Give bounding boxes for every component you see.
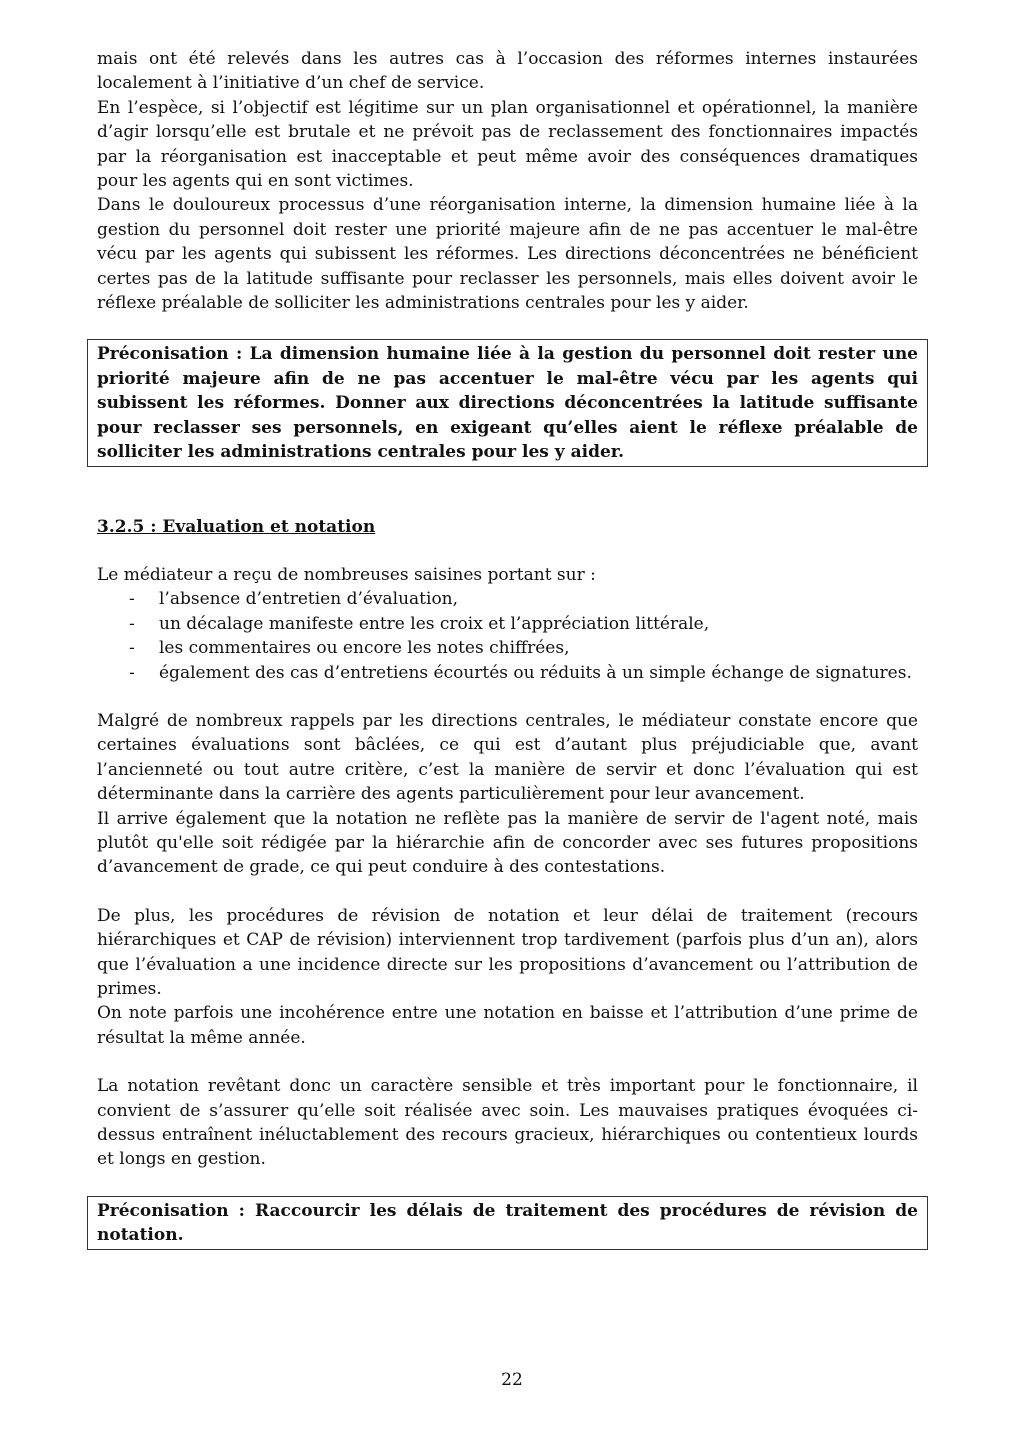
spacer xyxy=(97,1050,918,1074)
recommendation-text: Préconisation : Raccourcir les délais de traitement des procédures de révision de notation. xyxy=(97,1200,918,1246)
spacer xyxy=(97,491,918,515)
recommendation-box xyxy=(87,1196,928,1250)
paragraph: En l’espèce, si l’objectif est légitime sur un plan organisationnel et opérationnel, la manière d’agir lorsqu’elle est brutale et ne prévoit pas de reclassement des fonctionnaires impactés par la réorganisation est inacceptable et peut même avoir des conséquences dramatiques pour les agents qui en sont victimes. xyxy=(97,97,918,192)
list-marker: - xyxy=(129,589,135,610)
list-intro: Le médiateur a reçu de nombreuses saisines portant sur : xyxy=(97,564,596,585)
spacer xyxy=(97,539,918,563)
list-item xyxy=(97,636,918,660)
list-marker: - xyxy=(129,662,135,683)
paragraph: De plus, les procédures de révision de notation et leur délai de traitement (recours hiérarchiques et CAP de révision) interviennent trop tardivement (parfois plus d’un an), alors que l’évaluation a une incidence directe sur les propositions d’avancement ou l’attribution de primes. xyxy=(97,905,918,999)
list-item xyxy=(97,661,918,685)
list-item xyxy=(97,612,918,636)
bullet-list xyxy=(97,587,918,685)
recommendation-text: Préconisation : La dimension humaine liée à la gestion du personnel doit rester une priorité majeure afin de ne pas accentuer le mal-être vécu par les agents qui subissent les réformes. Donner aux directions déconcentrées la latitude suffisante pour reclasser ses personnels, en exigeant qu’elles aient le réflexe préalable de solliciter les administrations centrales pour les y aider. xyxy=(97,344,918,463)
spacer xyxy=(97,467,918,491)
page-content xyxy=(97,47,918,1250)
spacer xyxy=(97,315,918,339)
list-marker: - xyxy=(129,613,135,634)
spacer xyxy=(97,880,918,904)
paragraph: mais ont été relevés dans les autres cas à l’occasion des réformes internes instaurées localement à l’initiative d’un chef de service. xyxy=(97,49,918,94)
paragraph: Dans le douloureux processus d’une réorganisation interne, la dimension humaine liée à la gestion du personnel doit rester une priorité majeure afin de ne pas accentuer le mal-être vécu par les agents qui subissent les réformes. Les directions déconcentrées ne bénéficient certes pas de la latitude suffisante pour reclasser les personnels, mais elles doivent avoir le réflexe préalable de solliciter les administrations centrales pour les y aider. xyxy=(97,195,918,314)
paragraph: Malgré de nombreux rappels par les directions centrales, le médiateur constate encore que certaines évaluations sont bâclées, ce qui est d’autant plus préjudiciable que, avant l’ancienneté ou tout autre critère, c’est la manière de servir et donc l’évaluation qui est déterminante dans la carrière des agents particulièrement pour leur avancement. xyxy=(97,710,918,805)
section-heading: 3.2.5 : Evaluation et notation xyxy=(97,516,376,537)
spacer xyxy=(97,685,918,709)
paragraph: On note parfois une incohérence entre une notation en baisse et l’attribution d’une prime de résultat la même année. xyxy=(97,1003,918,1048)
paragraph: La notation revêtant donc un caractère sensible et très important pour le fonctionnaire, il convient de s’assurer qu’elle soit réalisée avec soin. Les mauvaises pratiques évoquées ci-dessus entraînent inéluctablement des recours gracieux, hiérarchiques ou contentieux lourds et longs en gestion. xyxy=(97,1076,918,1170)
recommendation-box xyxy=(87,339,928,466)
list-item xyxy=(97,587,918,611)
list-item-text: l’absence d’entretien d’évaluation, xyxy=(159,589,459,610)
list-marker: - xyxy=(129,638,135,659)
paragraph: Il arrive également que la notation ne reflète pas la manière de servir de l'agent noté, mais plutôt qu'elle soit rédigée par la hiérarchie afin de concorder avec ses futures propositions d’avancement de grade, ce qui peut conduire à des contestations. xyxy=(97,808,918,878)
list-item-text: les commentaires ou encore les notes chiffrées, xyxy=(159,638,570,659)
list-item-text: également des cas d’entretiens écourtés ou réduits à un simple échange de signatures. xyxy=(159,662,912,683)
page-number: 22 xyxy=(501,1370,523,1390)
list-item-text: un décalage manifeste entre les croix et l’appréciation littérale, xyxy=(159,613,710,634)
spacer xyxy=(97,1172,918,1196)
